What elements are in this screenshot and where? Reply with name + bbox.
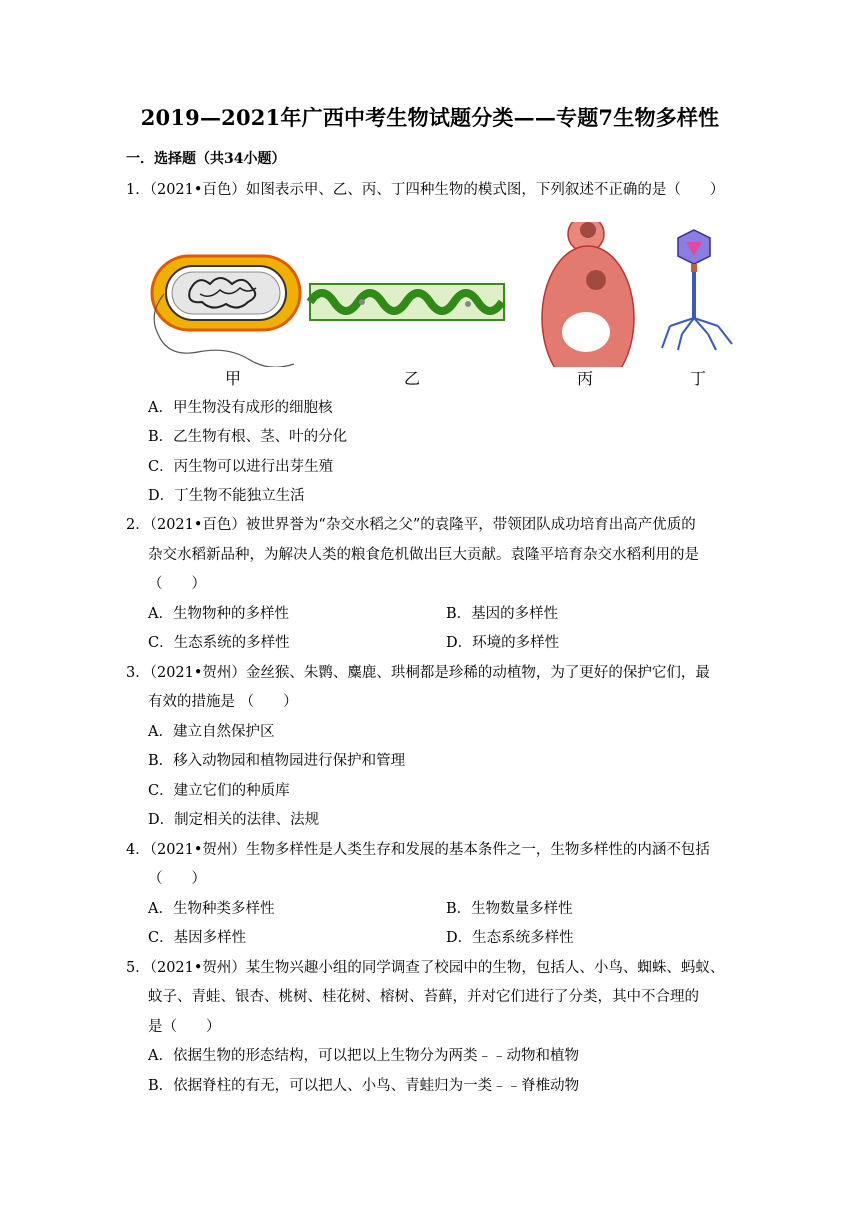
question-3-stem-line-2: 有效的措施是 （ ）	[148, 694, 298, 710]
question-2-stem-line-3: （ ）	[148, 576, 206, 592]
question-5-stem-line-3: 是（ ）	[148, 1019, 221, 1035]
question-4-stem-line-2: （ ）	[148, 871, 206, 887]
question-4-option-a[interactable]: A．生物种类多样性	[148, 901, 275, 917]
question-3-option-a[interactable]: A．建立自然保护区	[148, 724, 275, 740]
question-5-stem-line-2: 蚊子、青蛙、银杏、桃树、桂花树、榕树、苔藓，并对它们进行了分类，其中不合理的	[148, 989, 699, 1005]
question-3-option-b[interactable]: B．移入动物园和植物园进行保护和管理	[148, 753, 406, 769]
bacteriophage-icon	[662, 230, 732, 350]
question-4-stem-line-1: 4．（2021•贺州）生物多样性是人类生存和发展的基本条件之一，生物多样性的内涵不包括	[126, 842, 710, 858]
question-5-option-a[interactable]: A．依据生物的形态结构，可以把以上生物分为两类﹣﹣动物和植物	[148, 1048, 579, 1064]
question-1-stem: 1．（2021•百色）如图表示甲、乙、丙、丁四种生物的模式图，下列叙述不正确的是（ ）	[126, 182, 725, 198]
page-title: 2019—2021年广西中考生物试题分类——专题7生物多样性	[140, 105, 720, 130]
question-5-stem-line-1: 5．（2021•贺州）某生物兴趣小组的同学调查了校园中的生物，包括人、小鸟、蜘蛛、蚂蚁、	[126, 960, 725, 976]
question-1-option-c[interactable]: C．丙生物可以进行出芽生殖	[148, 459, 334, 475]
question-3-stem-line-1: 3．（2021•贺州）金丝猴、朱鹮、麋鹿、珙桐都是珍稀的动植物，为了更好的保护它们，最	[126, 665, 710, 681]
figure-label-ding: 丁	[690, 369, 707, 388]
question-4-option-d[interactable]: D．生态系统多样性	[446, 930, 574, 946]
yeast-icon	[542, 222, 634, 367]
question-1-option-a[interactable]: A．甲生物没有成形的细胞核	[148, 400, 333, 416]
question-3-option-d[interactable]: D．制定相关的法律、法规	[148, 812, 320, 828]
question-2-option-d[interactable]: D．环境的多样性	[446, 635, 560, 651]
organisms-illustration	[150, 222, 740, 367]
figure-label-yi: 乙	[404, 369, 421, 388]
figure-label-bing: 丙	[577, 369, 594, 388]
question-2-option-c[interactable]: C．生态系统的多样性	[148, 635, 290, 651]
question-2-option-b[interactable]: B．基因的多样性	[446, 606, 559, 622]
question-5-option-b[interactable]: B．依据脊柱的有无，可以把人、小鸟、青蛙归为一类﹣﹣脊椎动物	[148, 1078, 580, 1094]
question-1-option-d[interactable]: D．丁生物不能独立生活	[148, 488, 305, 504]
bacterium-icon	[152, 256, 300, 367]
question-4-option-b[interactable]: B．生物数量多样性	[446, 901, 573, 917]
figure-label-jia: 甲	[225, 369, 242, 388]
question-2-stem-line-2: 杂交水稻新品种，为解决人类的粮食危机做出巨大贡献。袁隆平培育杂交水稻利用的是	[148, 547, 699, 563]
question-3-option-c[interactable]: C．建立它们的种质库	[148, 783, 290, 799]
question-2-stem-line-1: 2．（2021•百色）被世界誉为“杂交水稻之父”的袁隆平，带领团队成功培育出高产优质的	[126, 517, 696, 533]
section-heading: 一．选择题（共34小题）	[126, 151, 286, 167]
question-4-option-c[interactable]: C．基因多样性	[148, 930, 247, 946]
question-2-option-a[interactable]: A．生物物种的多样性	[148, 606, 289, 622]
question-1-option-b[interactable]: B．乙生物有根、茎、叶的分化	[148, 429, 348, 445]
spirogyra-icon	[310, 284, 504, 320]
